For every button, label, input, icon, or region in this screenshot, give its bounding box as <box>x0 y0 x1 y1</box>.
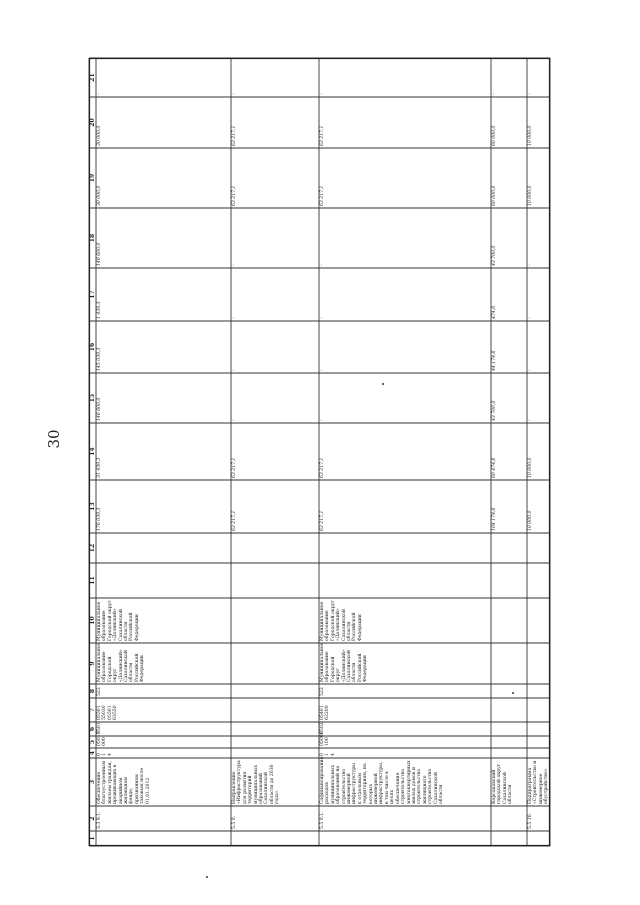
column-header: 10 <box>89 616 96 625</box>
table-cell: 63 217,1 <box>320 125 325 146</box>
column-header: 17 <box>89 290 96 299</box>
column-header: 5 <box>89 739 96 745</box>
table-cell <box>528 565 549 596</box>
table-cell: - <box>320 369 325 371</box>
column-header: 16 <box>89 342 96 352</box>
budget-table <box>89 58 550 846</box>
table-cell: 63 217,1 <box>232 457 237 478</box>
table-cell: - <box>232 317 237 319</box>
column-header: 12 <box>89 543 96 553</box>
table-cell: 60 000,0 <box>492 185 497 206</box>
table-cell: 05401 63200 <box>320 705 331 720</box>
table-cell <box>492 686 526 696</box>
table-cell: 0 1 4 <box>97 753 113 756</box>
table-cell: 63 217,1 <box>232 510 237 531</box>
table-cell <box>528 738 549 746</box>
table-cell: 10 000,0 <box>528 125 533 146</box>
table-cell <box>528 686 549 696</box>
page-number: 30 <box>45 429 63 449</box>
table-cell: - <box>232 369 237 371</box>
column-header: 13 <box>89 502 96 511</box>
table-cell: - <box>320 93 325 95</box>
table-cell <box>492 808 526 829</box>
column-header: 21 <box>89 73 96 82</box>
table-cell: 522 <box>320 687 325 696</box>
table-cell: - <box>97 93 102 95</box>
table-cell <box>492 724 526 734</box>
table-cell: 104 174,6 <box>492 507 497 531</box>
column-header: 19 <box>89 173 96 183</box>
table-cell: 05501 55030 05501 63550 <box>97 705 119 720</box>
table-cell: 0501 <box>97 722 102 734</box>
table-cell: 31 439,3 <box>97 457 102 478</box>
table-cell: 146 600,0 <box>97 242 102 266</box>
table-cell <box>232 686 318 696</box>
table-cell: - <box>320 264 325 266</box>
table-cell: Подпрограмма «Строительство и инженерное обустройство» <box>528 760 550 804</box>
table-cell: Корсаковский городской округ Сахалинской области <box>492 763 514 804</box>
table-cell: - <box>320 317 325 319</box>
table-cell: 63 217,1 <box>320 185 325 206</box>
table-cell <box>232 645 318 682</box>
table-cell: 60 474,6 <box>492 457 497 478</box>
table-cell <box>320 565 490 596</box>
table-cell: - <box>320 419 325 421</box>
table-cell: Направление «Инфраструктура для развития территорий муниципальных образований Сахалинской области до 2030 года» <box>232 760 281 804</box>
table-cell: Муниципальное образование Городской округ «Долинский» Сахалинской области Российской Федерации <box>320 642 369 682</box>
column-header: 15 <box>89 393 96 403</box>
table-cell: - <box>232 419 237 421</box>
table-cell <box>492 600 526 641</box>
table-cell: 522 <box>97 687 102 696</box>
table-cell: - <box>528 264 533 266</box>
table-cell <box>528 724 549 734</box>
table-cell <box>492 700 526 720</box>
table-cell <box>232 535 318 561</box>
scan-speck <box>512 692 514 694</box>
table-cell: 10 000,0 <box>528 185 533 206</box>
table-cell: - <box>528 419 533 421</box>
table-cell: 3.3 9.1. <box>97 811 102 829</box>
column-header: 11 <box>89 576 96 585</box>
table-cell: Муниципальное образование Городской округ «Долинский» Сахалинской области Российской Федерации <box>320 600 363 641</box>
table-cell: 44 174,6 <box>492 350 497 371</box>
table-cell: 30 000,0 <box>97 185 102 206</box>
table-cell: 145 039,3 <box>97 347 102 371</box>
table-cell: 10 000,0 <box>528 457 533 478</box>
table-cell: - <box>492 93 497 95</box>
table-cell <box>232 700 318 720</box>
table-cell: Обеспечение благоустроенным жильем граждан, проживающих в аварийном жилищном фонде, признанном таковым после 01.01.2012 <box>97 760 151 804</box>
column-header: 9 <box>89 661 96 666</box>
table-cell: 5.5 10. <box>528 812 533 829</box>
column-header: 2 <box>89 816 96 821</box>
table-cell: - <box>528 317 533 319</box>
table-cell <box>528 600 549 641</box>
table-cell <box>97 565 230 596</box>
table-cell: 43 700,0 <box>492 400 497 421</box>
column-header: 1 <box>89 836 96 841</box>
table-cell <box>528 535 549 561</box>
table-cell: 05006 100 <box>320 731 331 746</box>
table-cell: 63 217,1 <box>232 185 237 206</box>
table-cell: 10 000,0 <box>528 510 533 531</box>
table-cell: 63 217,1 <box>320 457 325 478</box>
scan-speck <box>382 383 384 385</box>
table-cell <box>528 645 549 682</box>
table-cell: 30 000,0 <box>97 125 102 146</box>
table-cell <box>97 535 230 561</box>
table-cell: Муниципальное образование Городской округ «Долинский» Сахалинской области Российской Федерации <box>97 600 140 641</box>
table-cell <box>320 535 490 561</box>
table-cell: 63 217,1 <box>232 125 237 146</box>
table-cell: 05017 000 <box>97 731 108 746</box>
table-cell <box>492 738 526 746</box>
table-cell: 5.5 9.1. <box>320 811 325 829</box>
table-cell: 146 600,0 <box>97 397 102 421</box>
table-cell <box>492 750 526 756</box>
column-header: 14 <box>89 447 96 456</box>
table-cell: 176 039,3 <box>97 507 102 531</box>
table-cell: 0502 <box>320 722 325 734</box>
table-cell: 63 217,1 <box>320 510 325 531</box>
table-cell: 1 439,3 <box>97 301 102 319</box>
table-cell <box>232 724 318 734</box>
table-cell: - <box>528 93 533 95</box>
table-cell: - <box>232 93 237 95</box>
column-header: 3 <box>89 779 96 785</box>
column-header: 7 <box>89 707 96 713</box>
table-cell <box>232 750 318 756</box>
column-header: 8 <box>89 688 96 694</box>
table-cell: 0 1 4 <box>320 753 336 756</box>
table-cell: Софинансирование расходов муниципальных образований на строительство инженерной инфраструктуры к отдельным территориям, на которых инженерной инфраструктуры, в том числе в целях обеспечения строительства многоквартирных жилых домов и строительства жилищного строительства Сахалинской области <box>320 756 444 804</box>
table-cell: - <box>232 264 237 266</box>
scan-speck <box>206 876 208 878</box>
table-cell <box>232 738 318 746</box>
table-cell: Муниципальное образование Городской округ «Долинский» Сахалинской области Российской Федерации <box>97 642 146 682</box>
table-cell <box>528 700 549 720</box>
table-cell <box>232 600 318 641</box>
table-cell: 60 000,0 <box>492 125 497 146</box>
column-header: 4 <box>89 750 96 756</box>
column-header: 6 <box>89 726 96 732</box>
table-cell <box>492 565 526 596</box>
table-cell: 5.5 9. <box>232 815 237 829</box>
table-cell <box>492 535 526 561</box>
table-cell <box>528 750 549 756</box>
table-cell <box>232 565 318 596</box>
table-cell: - <box>528 369 533 371</box>
table-cell: 474,6 <box>492 305 497 319</box>
table-cell <box>492 645 526 682</box>
column-header: 20 <box>89 118 96 127</box>
column-header: 18 <box>89 233 96 243</box>
table-cell: 43 700,0 <box>492 245 497 266</box>
